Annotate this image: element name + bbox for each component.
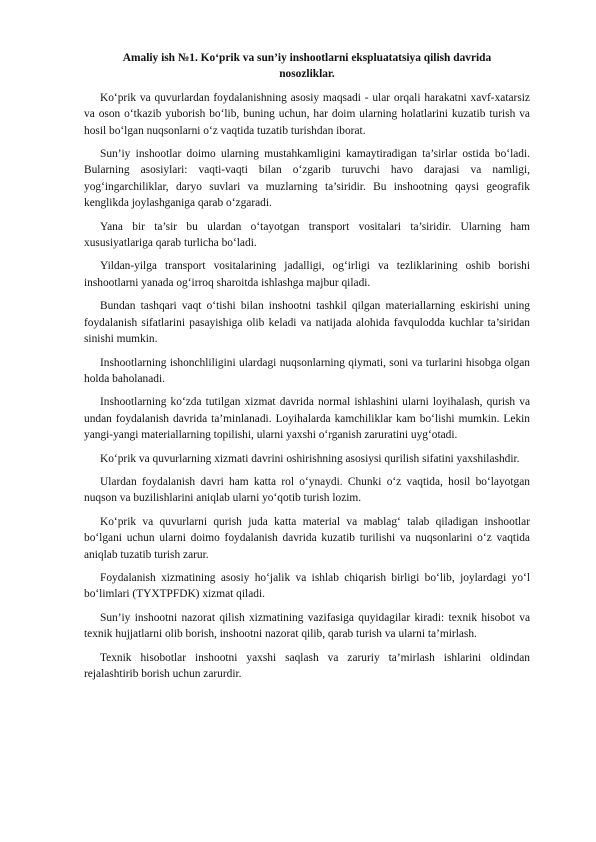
document-title: Amaliy ish №1. Ko‘prik va sun’iy inshootlarni ekspluatatsiya qilish davrida nosozliklar. [122, 52, 492, 81]
paragraph-8: Ko‘prik va quvurlarning xizmati davrini oshirishning asosiysi qurilish sifatini yaxshilashdir. [100, 452, 520, 465]
paragraph-6: Inshootlarning ishonchliligini ulardagi nuqsonlarning qiymati, soni va turlarini hisobga olgan holda baholanadi. [84, 356, 530, 385]
document-page [84, 50, 530, 689]
paragraph-2: Sun’iy inshootlar doimo ularning mustahkamligini kamaytiradigan ta’sirlar ostida bo‘ladi. Bularning asosiylari: vaqti-vaqti bilan o‘zgarib turuvchi havo darajasi va namligi, yog‘ingarchiliklar, daryo suvlari va muzlarning ta’siridir. Bu inshootning qaysi geografik kenglikda joylashganiga qarab o‘zgaradi. [84, 148, 530, 210]
paragraph-7: Inshootlarning ko‘zda tutilgan xizmat davrida normal ishlashini ularni loyihalash, qurish va undan foydalanish davrida ta’minlanadi. Loyihalarda kamchiliklar kam bo‘lishi mumkin. Lekin yangi-yangi materiallarning topilishi, ularni yaxshi o‘rganish zaruratini uyg‘otadi. [84, 396, 530, 442]
paragraph-3: Yana bir ta’sir bu ulardan o‘tayotgan transport vositalari ta’siridir. Ularning ham xususiyatlariga qarab turlicha bo‘ladi. [84, 220, 530, 250]
paragraph-5: Bundan tashqari vaqt o‘tishi bilan inshootni tashkil qilgan materiallarning eskirishi uning foydalanish sifatlarini pasayishiga olib keladi va natijada alohida favqulodda kuchlar ta’siridan sinishi mumkin. [84, 300, 530, 346]
paragraph-4: Yildan-yilga transport vositalarining jadalligi, og‘irligi va tezliklarining oshib borishi inshootlarni yanada og‘irroq sharoitda ishlashga majbur qiladi. [84, 260, 530, 289]
paragraph-9: Ulardan foydalanish davri ham katta rol o‘ynaydi. Chunki o‘z vaqtida, hosil bo‘layotgan nuqson va buzilishlarini aniqlab ularni yo‘qotib turish lozim. [84, 475, 530, 505]
paragraph-13: Texnik hisobotlar inshootni yaxshi saqlash va zaruriy ta’mirlash ishlarini oldindan rejalashtirib borish uchun zarurdir. [84, 651, 530, 680]
paragraph-1: Ko‘prik va quvurlardan foydalanishning asosiy maqsadi - ular orqali harakatni xavf-xatarsiz va oson o‘tkazib yuborish bo‘lib, buning uchun, har doim ularning holatlarini kuzatib turish va hosil bo‘lgan nuqsonlarni o‘z vaqtida tuzatib turishdan iborat. [84, 91, 530, 137]
paragraph-10: Ko‘prik va quvurlarni qurish juda katta material va mablag‘ talab qiladigan inshootlar bo‘lgani uchun ularni doimo foydalanish davrida kuzatib turilishi va nuqsonlarini o‘z vaqtida aniqlab tuzatib turish zarur. [84, 515, 530, 561]
paragraph-12: Sun’iy inshootni nazorat qilish xizmatining vazifasiga quyidagilar kiradi: texnik hisobot va texnik hujjatlarni olib borish, inshootni nazorat qilib, qarab turish va ularni ta’mirlash. [84, 611, 530, 641]
paragraph-11: Foydalanish xizmatining asosiy ho‘jalik va ishlab chiqarish birligi bo‘lib, joylardagi yo‘l bo‘limlari (TYXTPFDK) xizmat qiladi. [84, 571, 530, 601]
